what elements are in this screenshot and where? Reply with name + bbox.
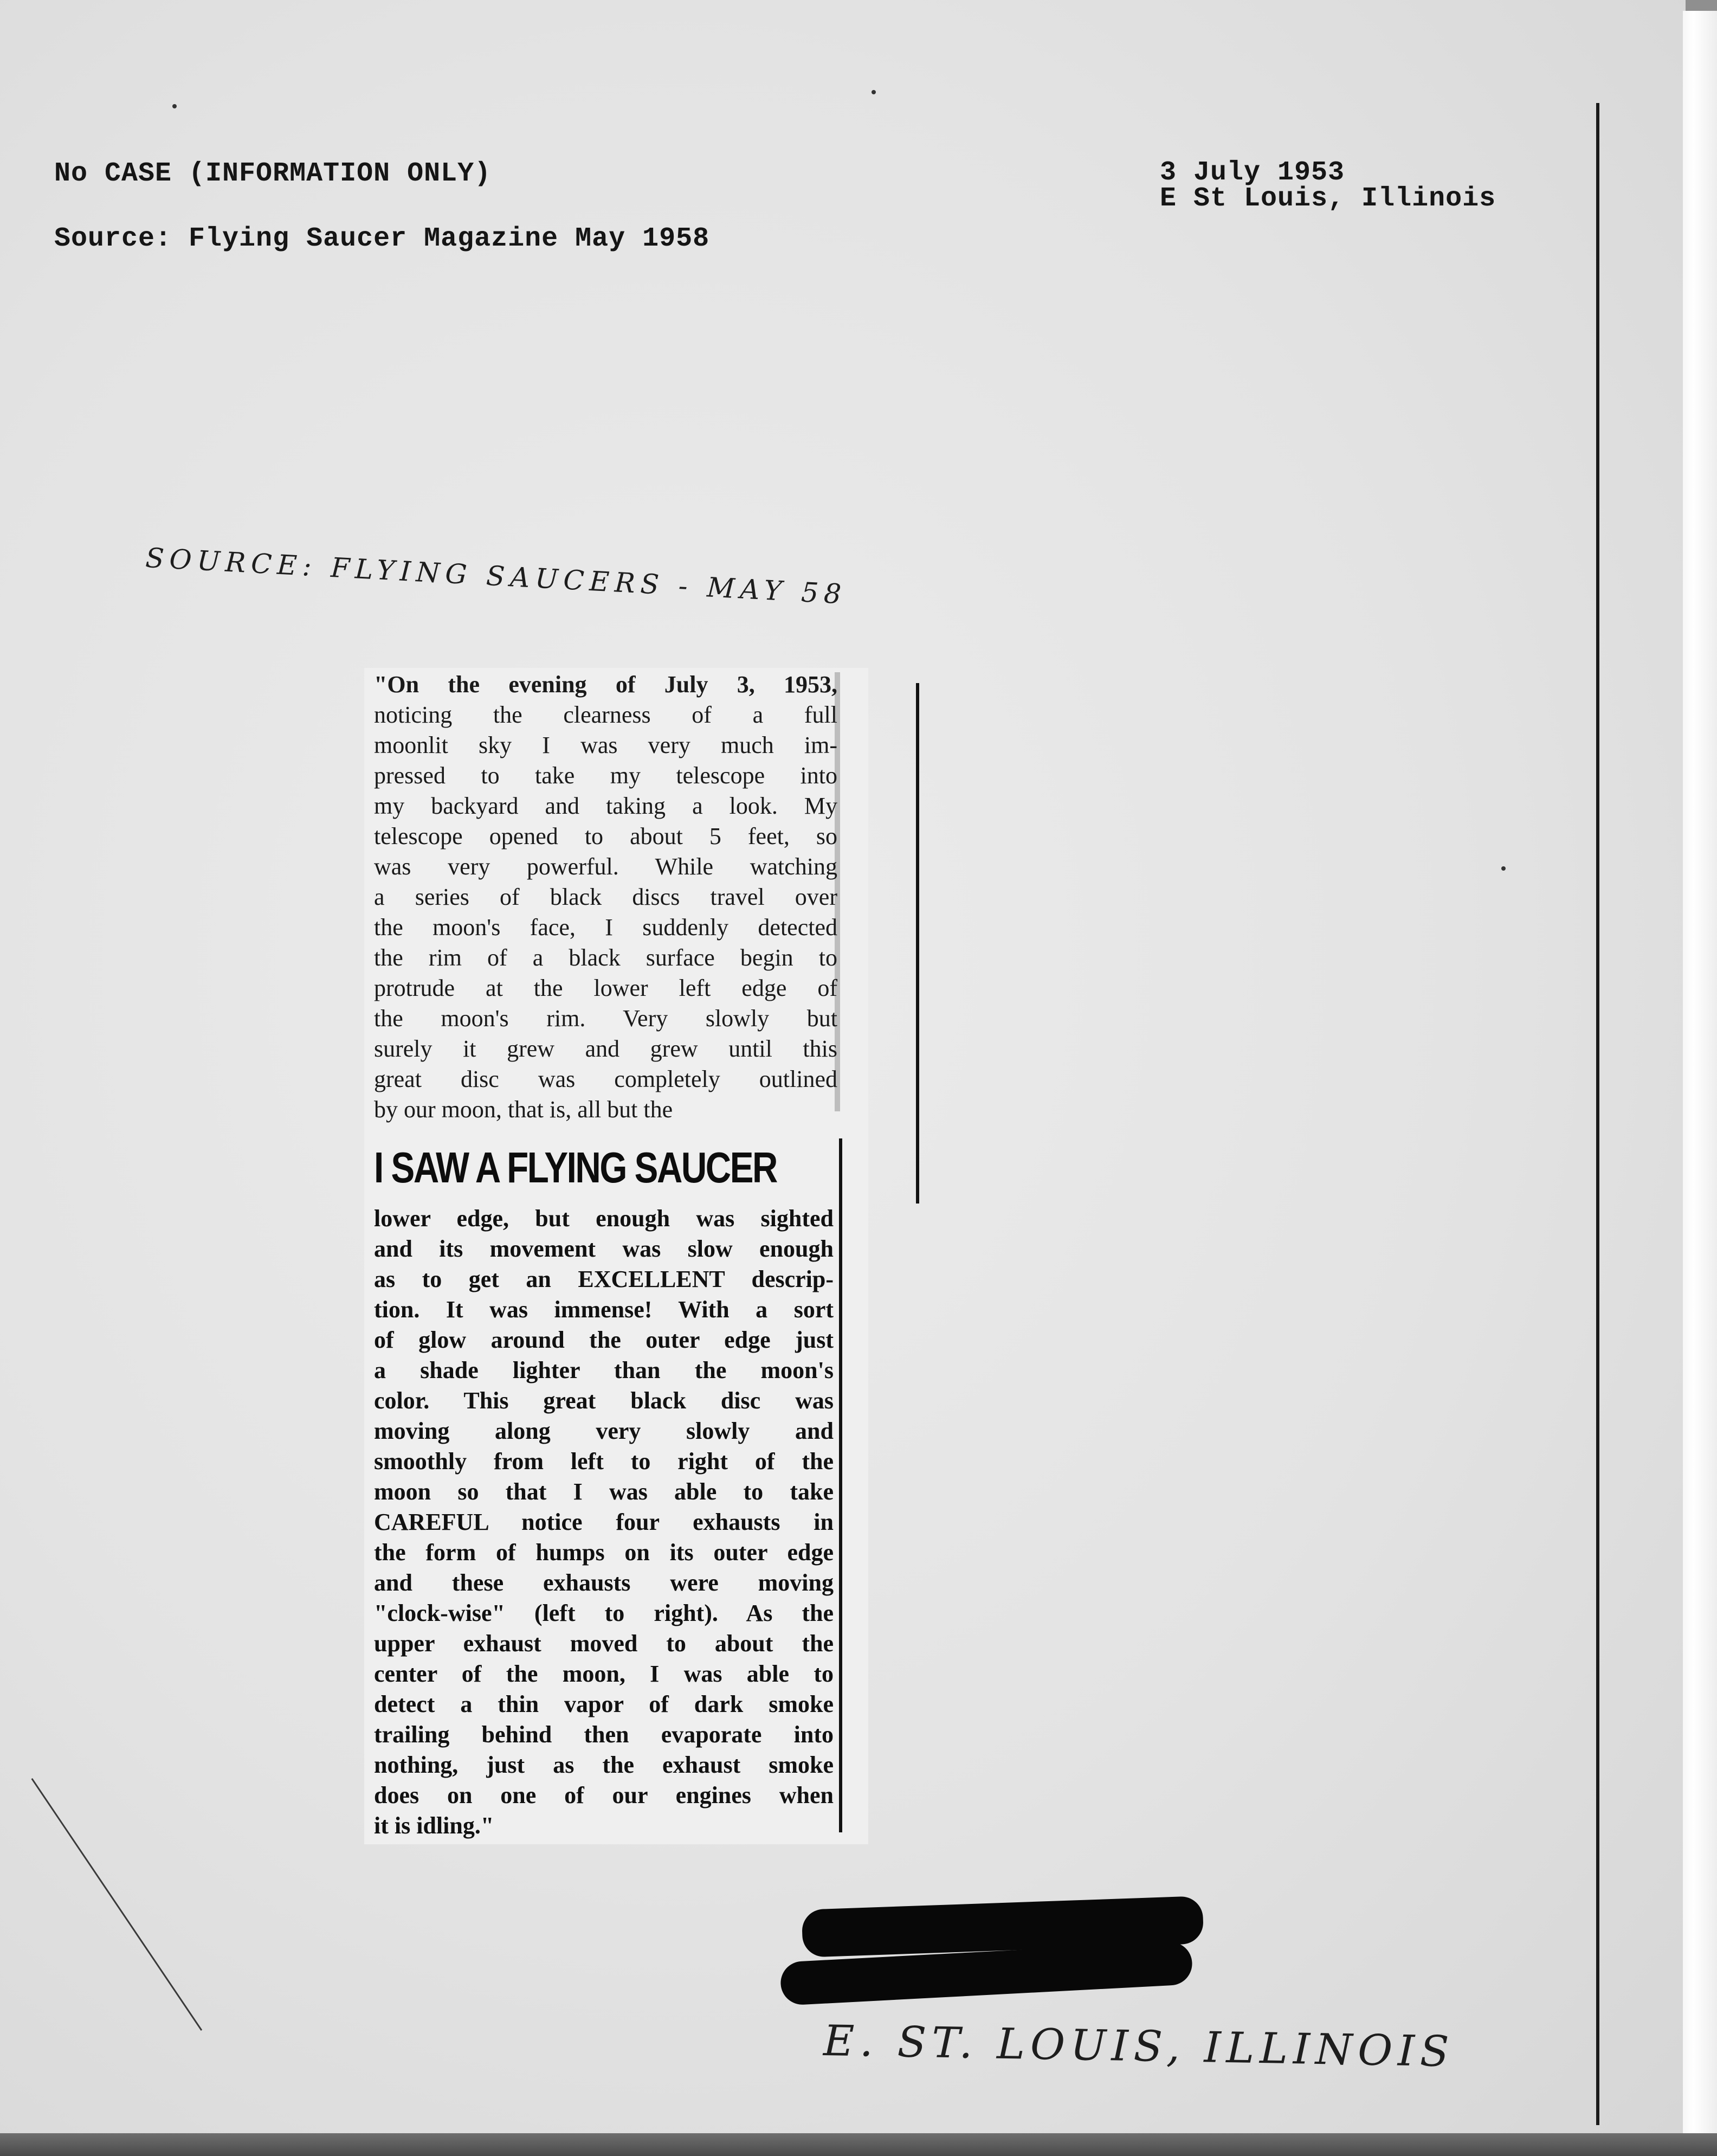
article-line: smoothly from left to right of the — [374, 1448, 834, 1475]
article-line: "clock-wise" (left to right). As the — [374, 1600, 834, 1626]
article-line: pressed to take my telescope into — [374, 762, 837, 789]
article-line: color. This great black disc was — [374, 1387, 834, 1414]
clipping-edge-upper — [916, 683, 919, 1204]
article-line: it is idling." — [374, 1812, 494, 1839]
article-line: a shade lighter than the moon's — [374, 1357, 834, 1383]
article-line: and these exhausts were moving — [374, 1569, 834, 1596]
article-line: surely it grew and grew until this — [374, 1035, 837, 1062]
margin-rule — [1596, 103, 1599, 2125]
article-line: lower edge, but enough was sighted — [374, 1205, 834, 1232]
article-line: moon so that I was able to take — [374, 1478, 834, 1505]
article-line: protrude at the lower left edge of — [374, 975, 837, 1001]
article-line: noticing the clearness of a full — [374, 701, 837, 728]
article-line: great disc was completely outlined — [374, 1066, 837, 1092]
article-line: center of the moon, I was able to — [374, 1661, 834, 1687]
article-upper-column — [374, 670, 837, 1125]
article-line: the rim of a black surface begin to — [374, 944, 837, 971]
article-line: telescope opened to about 5 feet, so — [374, 823, 837, 849]
article-line: does on one of our engines when — [374, 1782, 834, 1809]
article-line: upper exhaust moved to about the — [374, 1630, 834, 1657]
article-headline: I SAW A FLYING SAUCER — [374, 1143, 777, 1192]
dust-speck — [1501, 866, 1506, 871]
article-line: was very powerful. While watching — [374, 853, 837, 880]
source-line: Source: Flying Saucer Magazine May 1958 — [54, 223, 710, 254]
report-location: E St Louis, Illinois — [1160, 183, 1496, 214]
clipping-edge-lower — [839, 1138, 842, 1832]
article-line: CAREFUL notice four exhausts in — [374, 1509, 834, 1535]
article-line: detect a thin vapor of dark smoke — [374, 1691, 834, 1717]
article-lower-column — [374, 1204, 834, 1841]
article-line: "On the evening of July 3, 1953, — [374, 671, 837, 698]
page-edge-bottom — [0, 2133, 1717, 2156]
article-line: the form of humps on its outer edge — [374, 1539, 834, 1566]
article-line: and its movement was slow enough — [374, 1235, 834, 1262]
dust-speck — [872, 90, 876, 94]
article-line: of glow around the outer edge just — [374, 1327, 834, 1353]
handwritten-source-note: SOURCE: FLYING SAUCERS - MAY 58 — [144, 542, 848, 610]
article-line: the moon's face, I suddenly detected — [374, 914, 837, 941]
dust-speck — [172, 104, 177, 108]
article-line: nothing, just as the exhaust smoke — [374, 1752, 834, 1778]
article-line: moonlit sky I was very much im- — [374, 732, 837, 758]
case-line: No CASE (INFORMATION ONLY) — [54, 158, 492, 189]
article-line: by our moon, that is, all but the — [374, 1096, 673, 1123]
article-line: a series of black discs travel over — [374, 884, 837, 910]
page-edge-right — [1683, 11, 1717, 2156]
handwritten-location-note: E. ST. LOUIS, ILLINOIS — [823, 2017, 1455, 2077]
article-line: the moon's rim. Very slowly but — [374, 1005, 837, 1032]
article-line: trailing behind then evaporate into — [374, 1721, 834, 1748]
article-line: as to get an EXCELLENT descrip- — [374, 1266, 834, 1292]
article-line: my backyard and taking a look. My — [374, 793, 837, 819]
article-line: moving along very slowly and — [374, 1418, 834, 1444]
article-line: tion. It was immense! With a sort — [374, 1296, 834, 1323]
report-date: 3 July 1953 — [1160, 157, 1345, 188]
